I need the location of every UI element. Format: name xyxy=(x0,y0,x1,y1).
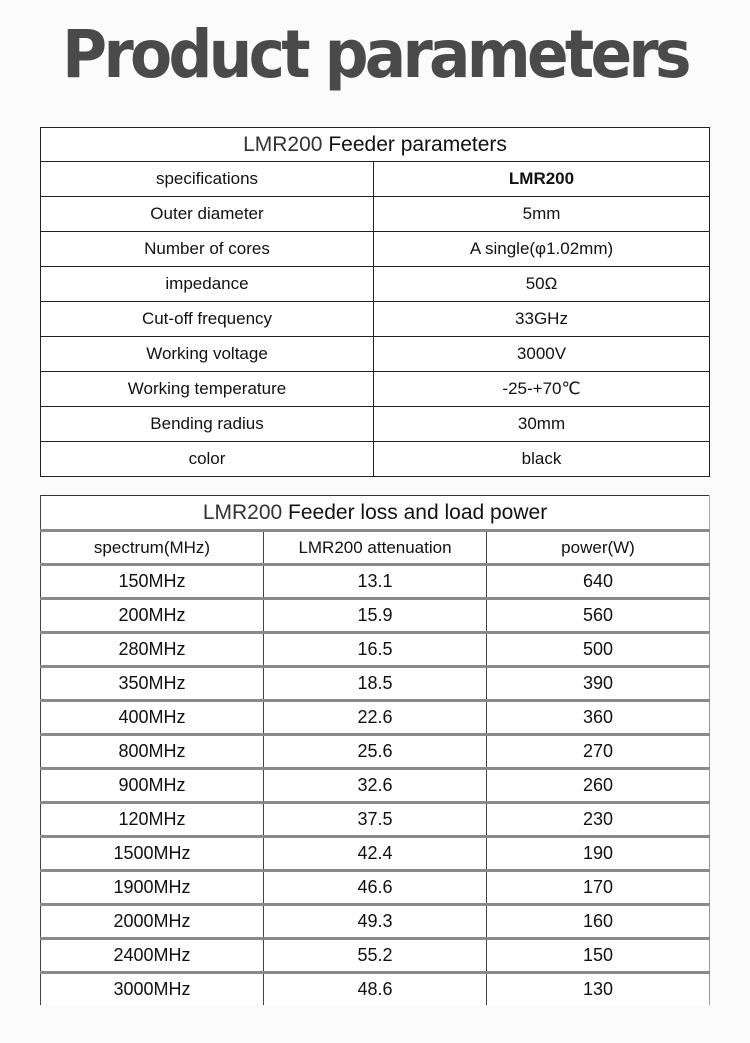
caption-model: LMR200 xyxy=(202,500,283,524)
spectrum-cell: 2400MHz xyxy=(41,939,264,973)
table-row xyxy=(41,372,710,407)
power-cell: 130 xyxy=(487,973,710,1006)
spectrum-cell: 350MHz xyxy=(41,667,264,701)
feeder-parameters-table xyxy=(40,127,710,477)
attenuation-cell: 48.6 xyxy=(264,973,487,1006)
table-row xyxy=(41,803,710,837)
power-cell: 560 xyxy=(487,599,710,633)
spectrum-cell: 120MHz xyxy=(41,803,264,837)
table-row xyxy=(41,667,710,701)
table-row xyxy=(41,701,710,735)
power-cell: 360 xyxy=(487,701,710,735)
attenuation-cell: 46.6 xyxy=(264,871,487,905)
loss-power-table xyxy=(40,495,710,1005)
column-header-attenuation: LMR200 attenuation xyxy=(264,531,487,565)
table-row xyxy=(41,232,710,267)
power-cell: 230 xyxy=(487,803,710,837)
spec-value: black xyxy=(374,442,710,477)
power-cell: 150 xyxy=(487,939,710,973)
attenuation-cell: 15.9 xyxy=(264,599,487,633)
spec-label-header: specifications xyxy=(41,162,374,197)
attenuation-cell: 49.3 xyxy=(264,905,487,939)
table-row xyxy=(41,735,710,769)
attenuation-cell: 37.5 xyxy=(264,803,487,837)
spec-value: 33GHz xyxy=(374,302,710,337)
attenuation-cell: 22.6 xyxy=(264,701,487,735)
spec-label: Number of cores xyxy=(41,232,374,267)
column-header-spectrum: spectrum(MHz) xyxy=(41,531,264,565)
table-row xyxy=(41,939,710,973)
spec-label: impedance xyxy=(41,267,374,302)
spectrum-cell: 200MHz xyxy=(41,599,264,633)
table-row xyxy=(41,337,710,372)
caption-text: Feeder loss and load power xyxy=(288,500,548,524)
spec-value: 5mm xyxy=(374,197,710,232)
power-cell: 640 xyxy=(487,565,710,599)
table-row xyxy=(41,565,710,599)
table-row xyxy=(41,442,710,477)
attenuation-cell: 13.1 xyxy=(264,565,487,599)
spectrum-cell: 150MHz xyxy=(41,565,264,599)
column-header-power: power(W) xyxy=(487,531,710,565)
attenuation-cell: 42.4 xyxy=(264,837,487,871)
attenuation-cell: 16.5 xyxy=(264,633,487,667)
spec-label: Outer diameter xyxy=(41,197,374,232)
table-row xyxy=(41,633,710,667)
table-row xyxy=(41,267,710,302)
table-caption xyxy=(41,496,710,531)
spec-label: Cut-off frequency xyxy=(41,302,374,337)
attenuation-cell: 32.6 xyxy=(264,769,487,803)
spec-value: -25-+70℃ xyxy=(374,372,710,407)
table-row xyxy=(41,871,710,905)
table-row xyxy=(41,197,710,232)
spec-value: A single(φ1.02mm) xyxy=(374,232,710,267)
spectrum-cell: 280MHz xyxy=(41,633,264,667)
spectrum-cell: 1500MHz xyxy=(41,837,264,871)
spectrum-cell: 1900MHz xyxy=(41,871,264,905)
page-title: Product parameters xyxy=(62,16,688,93)
attenuation-cell: 55.2 xyxy=(264,939,487,973)
table-caption-row xyxy=(41,496,710,531)
spectrum-cell: 800MHz xyxy=(41,735,264,769)
caption-text: Feeder parameters xyxy=(328,132,507,156)
table-header-row xyxy=(41,162,710,197)
spec-value-header: LMR200 xyxy=(374,162,710,197)
spec-label: color xyxy=(41,442,374,477)
spectrum-cell: 2000MHz xyxy=(41,905,264,939)
power-cell: 390 xyxy=(487,667,710,701)
table-row xyxy=(41,407,710,442)
table-row xyxy=(41,837,710,871)
caption-model: LMR200 xyxy=(243,132,323,156)
spec-label: Working temperature xyxy=(41,372,374,407)
table-caption-row xyxy=(41,128,710,162)
power-cell: 270 xyxy=(487,735,710,769)
table-row xyxy=(41,973,710,1006)
spec-label: Working voltage xyxy=(41,337,374,372)
power-cell: 500 xyxy=(487,633,710,667)
spectrum-cell: 3000MHz xyxy=(41,973,264,1006)
attenuation-cell: 18.5 xyxy=(264,667,487,701)
spectrum-cell: 900MHz xyxy=(41,769,264,803)
table-caption xyxy=(41,128,710,162)
spec-label: Bending radius xyxy=(41,407,374,442)
table-row xyxy=(41,769,710,803)
spectrum-cell: 400MHz xyxy=(41,701,264,735)
power-cell: 190 xyxy=(487,837,710,871)
table-row xyxy=(41,599,710,633)
power-cell: 170 xyxy=(487,871,710,905)
attenuation-cell: 25.6 xyxy=(264,735,487,769)
power-cell: 160 xyxy=(487,905,710,939)
table-row xyxy=(41,905,710,939)
power-cell: 260 xyxy=(487,769,710,803)
spec-value: 30mm xyxy=(374,407,710,442)
table-row xyxy=(41,302,710,337)
spec-value: 50Ω xyxy=(374,267,710,302)
spec-value: 3000V xyxy=(374,337,710,372)
table-header-row xyxy=(41,531,710,565)
